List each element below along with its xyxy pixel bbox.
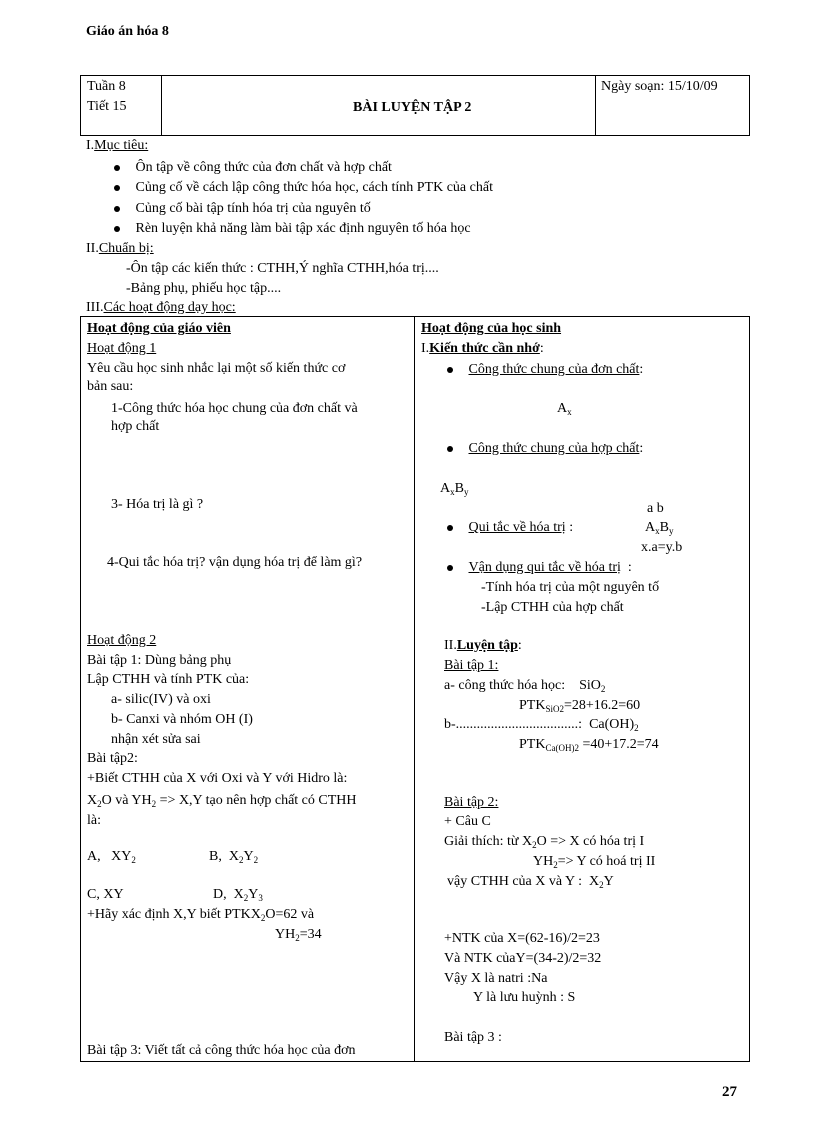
objective-text: Củng cố về cách lập công thức hóa học, cách tính PTK của chất — [135, 180, 493, 195]
knowledge-item: Công thức chung của đơn chất: — [447, 362, 643, 378]
option-d: D, $X_2Y_3$ — [213, 887, 263, 903]
exercise-1: Bài tập 1: Dùng bảng phụ — [87, 653, 232, 668]
exercise-2-question-tail: =62 và — [275, 907, 315, 922]
section-1-title: Kiến thức cần nhớ — [429, 341, 540, 356]
bullet-icon — [114, 165, 120, 171]
activities-heading-text: Các hoạt động dạy học: — [103, 300, 236, 315]
activities-heading: III.Các hoạt động dạy học: — [86, 300, 236, 315]
page-number: 27 — [722, 1084, 737, 1100]
prep-date: Ngày soạn: 15/10/09 — [601, 79, 718, 94]
objective-text: Rèn luyện khả năng làm bài tập xác định nguyên tố hóa học — [135, 221, 471, 236]
option-b-label: B, — [209, 849, 222, 864]
objective-item — [114, 221, 471, 237]
answer-exercise-3: Bài tập 3 : — [444, 1030, 502, 1045]
section-1-prefix: I. — [421, 341, 430, 356]
student-heading: Hoạt động của học sinh — [421, 321, 562, 336]
ntk-line: Và NTK củaY=(34-2)/2=32 — [444, 951, 602, 966]
answer-text: b-...................................: — [444, 717, 583, 732]
column-divider — [414, 317, 415, 1061]
exercise-3: Bài tập 3: Viết tất cả công thức hóa học của đơn — [87, 1043, 356, 1058]
knowledge-text: Công thức chung của đơn chất — [468, 362, 640, 377]
explanation-cont: $YH_2=> Y$ có hoá trị II — [533, 854, 656, 870]
explanation: Giải thích: từ $X_2O => X$ có hóa trị I — [444, 834, 645, 850]
exercise-2-question-cont-tail: =34 — [299, 927, 322, 942]
explanation-cont-tail: => Y có hoá trị II — [557, 854, 656, 869]
knowledge-item: Công thức chung của hợp chất: — [447, 441, 643, 457]
answer-calc: $PTK_{Ca(OH)2} =40+17.2=74$ — [519, 737, 659, 753]
question-1-cont: hợp chất — [111, 419, 160, 434]
ntk-line: +NTK của X=(62-16)/2=23 — [444, 931, 600, 946]
option-c-label: C, XY — [87, 887, 124, 902]
bullet-icon — [447, 525, 453, 531]
lesson-label: Tiết 15 — [87, 99, 127, 114]
prep-heading: II.Chuẩn bị: — [86, 241, 154, 256]
objectives-heading-text: Mục tiêu: — [94, 138, 149, 153]
exercise-2-question-cont: $YH_2=34$ — [275, 927, 322, 943]
exercise-2-formula: $X_2O$ và $YH_2 => X,Y$ tạo nên hợp chất có CTHH — [87, 793, 357, 809]
valence-rule: x.a=y.b — [641, 540, 683, 555]
conclusion-text: vậy CTHH của X và Y : — [447, 874, 583, 889]
activities-table — [80, 316, 750, 1062]
section-2-title: Luyện tập — [456, 638, 518, 653]
week-label: Tuần 8 — [87, 79, 126, 94]
explanation-tail: => X có hóa trị I — [550, 834, 645, 849]
prep-line: -Bảng phụ, phiếu học tập.... — [126, 281, 282, 296]
objective-item — [114, 201, 371, 217]
objective-text: Củng cố bài tập tính hóa trị của nguyên tố — [135, 201, 371, 216]
exercise-2-question-text: +Hãy xác định X,Y biết PTK — [87, 907, 251, 922]
exercise-2-text: +Biết CTHH của X với Oxi và Y với Hidro là: — [87, 771, 348, 786]
teacher-text: Yêu cầu học sinh nhắc lại một số kiến thức cơ — [87, 361, 346, 376]
teacher-heading: Hoạt động của giáo viên — [87, 321, 231, 336]
prep-heading-text: Chuẩn bị: — [98, 241, 154, 256]
answer-text: a- công thức hóa học: — [444, 678, 566, 693]
bullet-icon — [114, 185, 120, 191]
knowledge-colon: : — [565, 520, 574, 535]
answer-line: b-...................................: $Ca(OH)_2$ — [444, 717, 639, 733]
objective-text: Ôn tập về công thức của đơn chất và hợp chất — [135, 160, 392, 175]
ntk-line: Y là lưu huỳnh : S — [473, 990, 576, 1005]
activity-1-label: Hoạt động 1 — [87, 341, 157, 356]
answer-choice: + Câu C — [444, 814, 491, 829]
answer-exercise-2: Bài tập 2: — [444, 795, 499, 810]
bullet-icon — [114, 226, 120, 232]
answer-calc: $PTK_{SiO2}=28+16.2=60$ — [519, 698, 641, 714]
exercise-1-item: a- silic(IV) và oxi — [111, 692, 211, 707]
objectives-heading: I.Mục tiêu: — [86, 138, 149, 153]
ntk-line: Vậy X là natri :Na — [444, 971, 548, 986]
question-4: 4-Qui tắc hóa trị? vận dụng hóa trị để làm gì? — [107, 555, 363, 570]
answer-calc-text: =28+16.2=60 — [563, 698, 641, 713]
formula-compound: $A_xB_y$ — [440, 481, 469, 497]
exercise-2-question: +Hãy xác định X,Y biết $PTKX_2O=62$ và — [87, 907, 315, 923]
answer-line: a- công thức hóa học: SiO$_2$ — [444, 678, 606, 694]
bullet-icon — [447, 367, 453, 373]
objective-item — [114, 180, 493, 196]
knowledge-subitem: -Lập CTHH của hợp chất — [481, 600, 624, 615]
divider — [161, 76, 162, 135]
option-a: A, $XY_2$ — [87, 849, 136, 865]
exercise-2-formula-text: => X,Y tạo nên hợp chất có CTHH — [159, 793, 357, 808]
lesson-title: BÀI LUYỆN TẬP 2 — [353, 100, 472, 115]
lesson-info-table — [80, 75, 750, 136]
knowledge-subitem: -Tính hóa trị của một nguyên tố — [481, 580, 660, 595]
exercise-1-item: b- Canxi và nhóm OH (I) — [111, 712, 253, 727]
objective-item — [114, 160, 392, 176]
formula-compound: $A_xB_y$ — [645, 520, 674, 536]
prep-line: -Ôn tập các kiến thức : CTHH,Ý nghĩa CTHH,hóa trị.... — [126, 261, 439, 276]
valence-ab: a b — [647, 501, 664, 516]
exercise-2-text: là: — [87, 813, 101, 828]
activity-2-label: Hoạt động 2 — [87, 633, 157, 648]
formula-element: $A_x$ — [557, 401, 572, 417]
knowledge-text: Vận dụng qui tắc về hóa trị — [468, 560, 621, 575]
knowledge-item: Vận dụng qui tắc về hóa trị : — [447, 560, 632, 576]
explanation-text: Giải thích: từ — [444, 834, 519, 849]
knowledge-text: Công thức chung của hợp chất — [468, 441, 640, 456]
option-d-label: D, — [213, 887, 227, 902]
option-a-label: A, — [87, 849, 101, 864]
exercise-2: Bài tập2: — [87, 751, 138, 766]
question-3: 3- Hóa trị là gì ? — [111, 497, 204, 512]
question-1: 1-Công thức hóa học chung của đơn chất và — [111, 401, 358, 416]
bullet-icon — [447, 565, 453, 571]
knowledge-text: Qui tắc về hóa trị — [468, 520, 566, 535]
section-1: I.Kiến thức cần nhớ: — [421, 341, 544, 356]
conclusion: vậy CTHH của X và Y : $X_2Y$ — [447, 874, 614, 890]
answer-calc-text: =40+17.2=74 — [582, 737, 659, 752]
option-b: B, $X_2Y_2$ — [209, 849, 259, 865]
knowledge-item — [447, 520, 573, 536]
bullet-icon — [114, 206, 120, 212]
section-2: II.Luyện tập: — [444, 638, 522, 653]
section-2-prefix: II. — [444, 638, 457, 653]
bullet-icon — [447, 446, 453, 452]
teacher-text: bản sau: — [87, 379, 134, 394]
document-title: Giáo án hóa 8 — [86, 24, 169, 39]
option-c — [87, 887, 124, 903]
exercise-1-text: Lập CTHH và tính PTK của: — [87, 672, 250, 687]
divider — [595, 76, 596, 135]
answer-exercise-1: Bài tập 1: — [444, 658, 499, 673]
exercise-1-note: nhận xét sửa sai — [111, 732, 201, 747]
